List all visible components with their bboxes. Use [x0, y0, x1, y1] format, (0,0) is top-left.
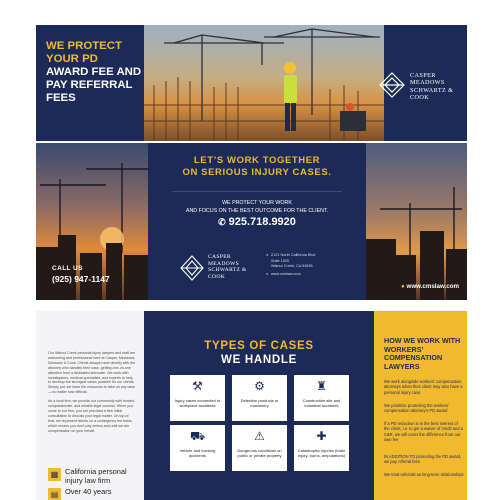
- phone-icon: ✆: [218, 217, 226, 227]
- call-us-label: CALL US: [52, 265, 83, 272]
- brochure-spread: [36, 311, 467, 500]
- brochure-intro-column: [36, 311, 144, 500]
- banner-website[interactable]: ● www.cmslaw.com: [401, 283, 459, 290]
- workers-comp-title: HOW WE WORK WITH WORKERS’ COMPENSATION LAWYERS: [384, 336, 461, 371]
- hero-headline-accent: WE PROTECT YOUR PD: [46, 40, 122, 65]
- sunset-cranes-photo-right: [366, 143, 467, 300]
- banner-firm-logo-text: CASPER MEADOWS SCHWARTZ & COOK: [208, 254, 247, 280]
- banner-center-block: [148, 143, 366, 300]
- banner-firm-logo: [178, 253, 256, 283]
- banner-title: LET’S WORK TOGETHER ON SERIOUS INJURY CASES.: [182, 155, 332, 178]
- crane-icon: ♜: [316, 379, 327, 393]
- workers-comp-point: IN ADDITION TO protecting the PD award, we pay referral fees: [384, 454, 462, 465]
- banner-subtitle: WE PROTECT YOUR WORK AND FOCUS ON THE BEST OUTCOME FOR THE CLIENT.: [185, 200, 329, 214]
- worker-icon: ⚒: [192, 379, 203, 393]
- hero-headline: [46, 40, 146, 105]
- case-card: ⛟ Vehicle and trucking accidents: [170, 425, 225, 471]
- workers-comp-point: We treat referrals as long-term relationships: [384, 472, 464, 477]
- hero-banner: [36, 25, 467, 141]
- calendar-icon: ▤: [48, 488, 61, 500]
- banner-address: ● 2121 North California Blvd Suite 1020 Walnut Creek, CA 94596 ● www.cmslaw.com: [266, 253, 316, 276]
- banner-divider: [172, 191, 342, 192]
- globe-icon: ●: [266, 271, 269, 276]
- globe-icon: ●: [401, 283, 405, 290]
- collaboration-banner: [36, 143, 467, 300]
- hero-headline-rest: AWARD FEE AND PAY REFERRAL FEES: [46, 66, 142, 104]
- case-types-column: [144, 311, 374, 500]
- feature-item: ▦ California personal injury law firm: [48, 466, 140, 483]
- firm-logo-text: CASPER MEADOWS SCHWARTZ & COOK: [410, 72, 454, 101]
- diamond-logo-icon: [178, 253, 206, 283]
- injury-icon: ✚: [316, 429, 327, 443]
- workers-comp-point: We work alongside workers' compensation attorneys when their client may also have a personal injury case: [384, 379, 463, 395]
- construction-scene: [144, 25, 384, 141]
- car-icon: ⛟: [189, 429, 206, 443]
- case-card: ♜ Construction site and industrial accidents: [294, 375, 349, 421]
- location-pin-icon: ●: [266, 253, 269, 257]
- case-types-title: TYPES OF CASES: [204, 340, 314, 352]
- call-us-phone[interactable]: (925) 947-1147: [52, 274, 110, 284]
- workers-comp-column: [374, 311, 467, 500]
- workers-comp-point: We prioritize protecting the workers' compensation attorney's PD award: [384, 403, 449, 414]
- feature-item: ▤ Over 40 years: [48, 486, 140, 500]
- intro-text: Our Walnut Creek personal injury lawyers and staff are welcoming and professional here at Casper, Meadows, Schwartz & Cook. Clients always meet directly with the attorney who handles their case, getting one-on-one attention from a dedicated advocate. We work with investigators, medical specialists, and experts to help to develop the strongest cases possible for our clients. Simply put, we have the resources to take on any case—no matter how difficult. As a local firm, we provide our community with trusted, compassionate, and reliable legal counsel. When you come to our firm, you are provided a free initial consultation to discuss your legal matter. On top of that, we represent clients on a contingency fee basis, which means you don't pay unless and until we win compensation on your behalf.: [48, 351, 136, 433]
- case-card: ⚠ Dangerous conditions on public or private property: [232, 425, 287, 471]
- case-card: ⚒ Injury cases connected to workplace accidents: [170, 375, 225, 421]
- case-card: ✚ Catastrophic injuries (brain injury, burns, amputations): [294, 425, 349, 471]
- case-types-subtitle: WE HANDLE: [221, 354, 297, 366]
- banner-phone[interactable]: ✆ 925.718.9920: [218, 216, 296, 228]
- call-us-block: [52, 265, 110, 284]
- building-icon: ▦: [48, 468, 61, 481]
- firm-logo: [378, 69, 467, 105]
- workers-comp-point: If a PD reduction is in the best interest of the client, i.e. to get a waiver of credit and a C&R, we will cover the difference from our own fee: [384, 421, 463, 442]
- construction-worker-photo: [144, 25, 384, 141]
- skyline-right: [366, 143, 467, 300]
- case-card: ⚙ Defective products or machinery: [232, 375, 287, 421]
- machinery-icon: ⚙: [254, 379, 265, 393]
- hazard-icon: ⚠: [254, 429, 265, 443]
